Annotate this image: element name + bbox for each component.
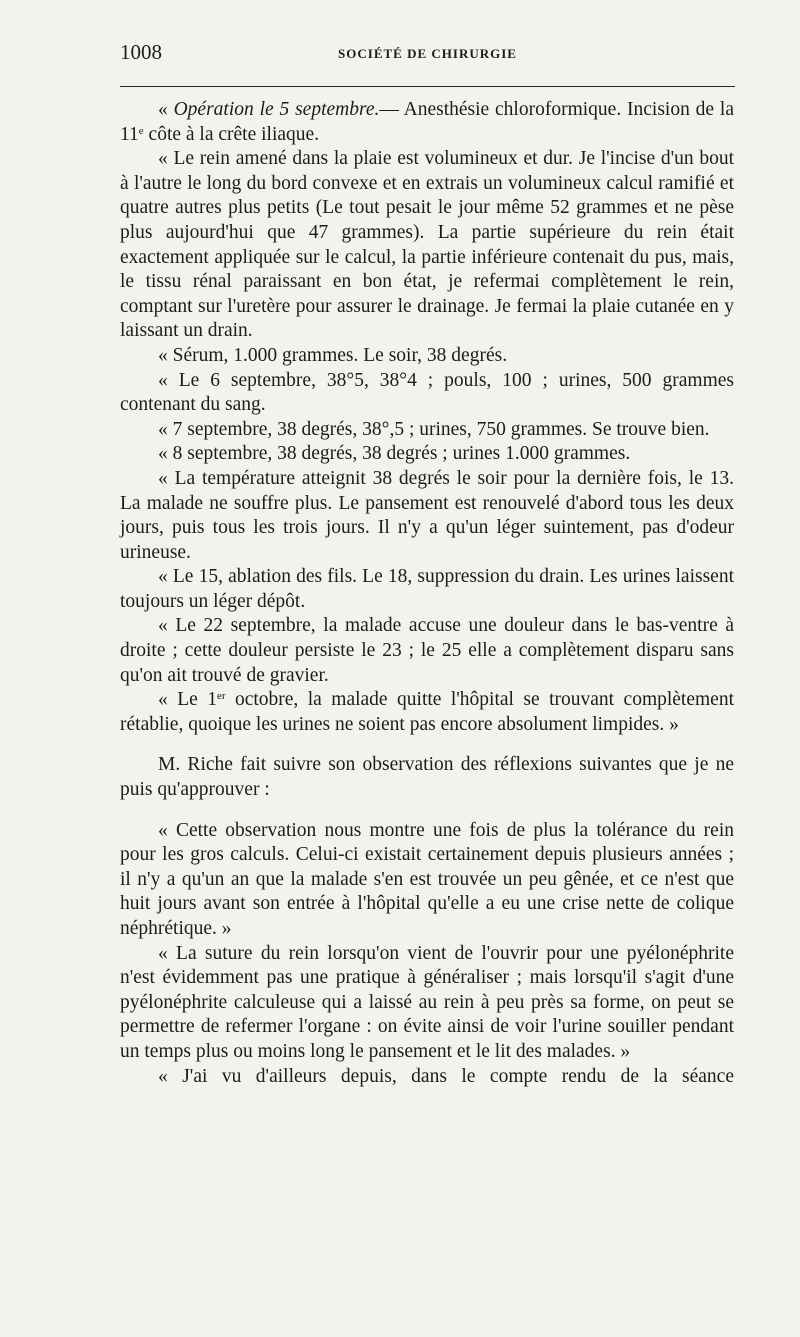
paragraph-p4 xyxy=(120,369,734,418)
paragraph-p6 xyxy=(120,442,734,467)
text-run: « Cette observation nous montre une fois de plus la tolérance du rein pour les gros calculs. Celui-ci existait certainement depuis plusieurs années ; il n'y a qu'un an que la malade s'en est trouvée un peu gênée, et ce n'est que huit jours avant son entrée à l'hôpital qu'elle a eu une crise nette de colique néphrétique. » xyxy=(120,819,734,939)
paragraph-p2 xyxy=(120,147,734,344)
text-run: e xyxy=(138,124,144,137)
paragraph-p3 xyxy=(120,344,734,369)
text-run: « 7 septembre, 38 degrés, 38°,5 ; urines, 750 grammes. Se trouve bien. xyxy=(158,418,710,440)
paragraph-p11 xyxy=(120,753,734,802)
text-run: er xyxy=(216,690,226,703)
text-run: — Anesthésie chloroformique. Incision de la 11 xyxy=(120,99,734,145)
paragraph-p1 xyxy=(120,98,734,147)
paragraph-p13 xyxy=(120,942,734,1065)
text-run: Opération le 5 septembre. xyxy=(173,99,380,120)
text-body xyxy=(120,98,734,1089)
text-run: côte à la crête iliaque. xyxy=(143,123,320,145)
text-run: « Le 6 septembre, 38°5, 38°4 ; pouls, 100 ; urines, 500 grammes contenant du sang. xyxy=(120,369,734,416)
text-run: M. Riche fait suivre son observation des réflexions suivantes que je ne puis qu'approuver : xyxy=(120,754,734,801)
text-run: octobre, la malade quitte l'hôpital se trouvant complètement rétablie, quoique les urines ne soient pas encore absolument limpides. » xyxy=(120,689,734,735)
text-run: « La suture du rein lorsqu'on vient de l'ouvrir pour une pyélonéphrite n'est évidemment pas une pratique à généraliser ; mais lorsqu'il s'agit d'une pyélonéphrite calculeuse qui a laissé au rein à peu près sa forme, on peut se permettre de refermer l'organe : on évite ainsi de voir l'urine souiller pendant un temps plus ou moins long le pansement et le lit des malades. » xyxy=(120,942,734,1062)
paragraph-gap xyxy=(120,737,734,753)
paragraph-p12 xyxy=(120,819,734,942)
page-number: 1008 xyxy=(120,40,162,64)
text-run: « J'ai vu d'ailleurs depuis, dans le compte rendu de la séance xyxy=(158,1065,734,1087)
paragraph-p14 xyxy=(120,1065,734,1090)
text-run: « Sérum, 1.000 grammes. Le soir, 38 degrés. xyxy=(158,344,508,366)
page-header xyxy=(120,40,735,70)
text-run: « Le 1 xyxy=(158,689,217,711)
text-run: « La température atteignit 38 degrés le soir pour la dernière fois, le 13. La malade ne souffre plus. Le pansement est renouvelé d'abord tous les deux jours, puis tous les trois jours. Il n'y a qu'un léger suintement, pas d'odeur urineuse. xyxy=(120,467,734,563)
paragraph-p5 xyxy=(120,418,734,443)
text-run: « Le 22 septembre, la malade accuse une douleur dans le bas-ventre à droite ; cette douleur persiste le 23 ; le 25 elle a complètement disparu sans qu'on ait trouvé de gravier. xyxy=(120,615,734,686)
header-rule xyxy=(120,86,735,87)
paragraph-p7 xyxy=(120,467,734,565)
text-run: « Le rein amené dans la plaie est volumineux et dur. Je l'incise d'un bout à l'autre le long du bord convexe et en extrais un volumineux calcul ramifié et quatre autres plus petits (Le tout pesait le jour même 52 grammes et ne pèse plus aujourd'hui que 47 grammes). La partie supérieure du rein était exactement appliquée sur le calcul, la partie inférieure contenait du pus, mais, le tissu rénal paraissant en bon état, je refermai complètement le rein, comptant sur l'uretère pour assurer le drainage. Je fermai la plaie cutanée en y laissant un drain. xyxy=(120,148,734,342)
text-run: « Le 15, ablation des fils. Le 18, suppression du drain. Les urines laissent toujours un léger dépôt. xyxy=(120,566,734,612)
text-run: « xyxy=(158,99,174,120)
paragraph-gap xyxy=(120,803,734,819)
paragraph-p8 xyxy=(120,565,734,614)
paragraph-p9 xyxy=(120,614,734,688)
running-title: SOCIÉTÉ DE CHIRURGIE xyxy=(338,46,517,61)
text-run: « 8 septembre, 38 degrés, 38 degrés ; urines 1.000 grammes. xyxy=(158,443,631,465)
paragraph-p10 xyxy=(120,688,734,737)
